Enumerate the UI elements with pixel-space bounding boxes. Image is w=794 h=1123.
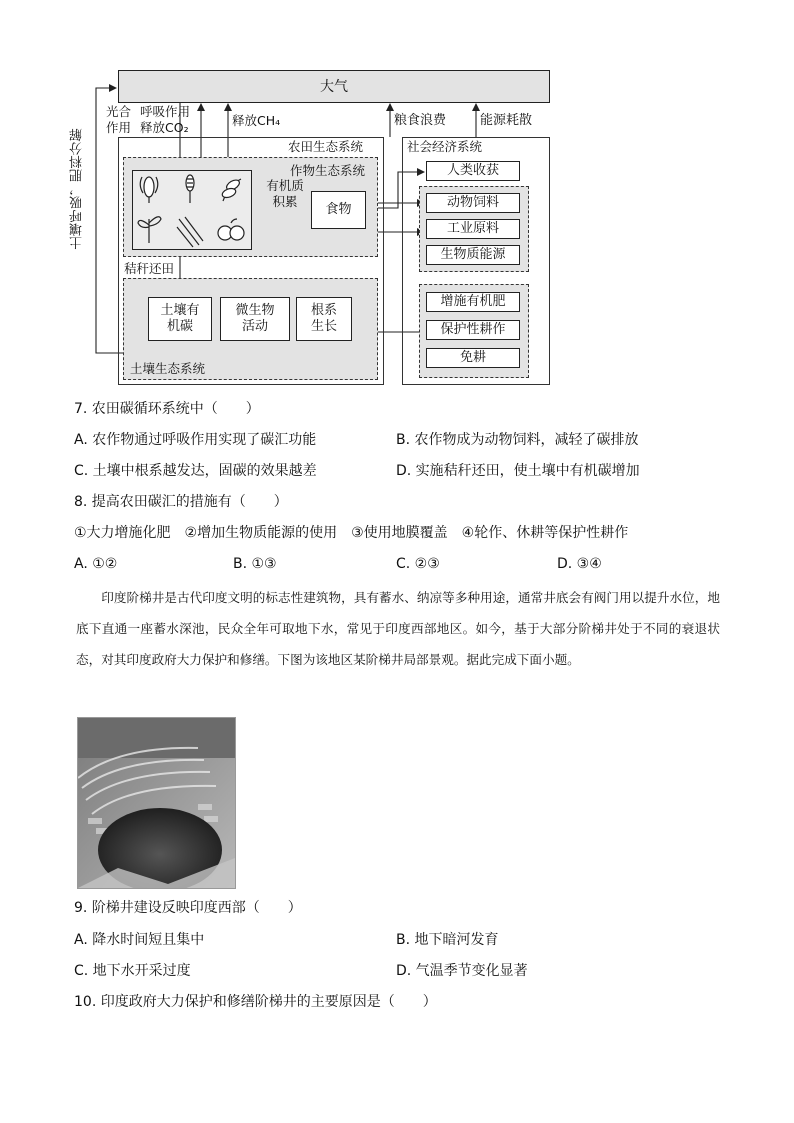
industrial-material-label: 工业原料 xyxy=(446,221,499,236)
q9-option-d[interactable]: D. 气温季节变化显著 xyxy=(396,963,528,979)
no-till-label: 免耕 xyxy=(459,350,486,365)
q7-stem: 7. 农田碳循环系统中（ ） xyxy=(74,401,260,417)
corn-icon xyxy=(140,177,158,203)
ch4-label: 释放CH₄ xyxy=(232,113,281,128)
wheat-icon xyxy=(186,175,194,203)
harvest-box xyxy=(426,161,520,181)
q8-option-d[interactable]: D. ③④ xyxy=(557,556,602,572)
stepwell-photo xyxy=(77,717,236,889)
soil-respiration-label: 土壤呼吸，肥料分解 xyxy=(70,128,85,250)
grain-icon xyxy=(221,178,241,201)
harvest-label: 人类收获 xyxy=(446,163,499,178)
q7-option-d[interactable]: D. 实施秸秆还田，使土壤中有机碳增加 xyxy=(396,463,640,479)
industrial-material-box xyxy=(426,219,520,239)
straw-return-label: 秸秆还田 xyxy=(124,261,175,276)
farmland-system-label: 农田生态系统 xyxy=(288,139,364,154)
microbe-box xyxy=(220,297,290,341)
soil-system-label: 土壤生态系统 xyxy=(130,361,206,376)
q8-option-a[interactable]: A. ①② xyxy=(74,556,118,572)
q9-option-b[interactable]: B. 地下暗河发育 xyxy=(396,932,499,948)
q7-option-a[interactable]: A. 农作物通过呼吸作用实现了碳汇功能 xyxy=(74,432,317,448)
q8-option-c[interactable]: C. ②③ xyxy=(396,556,440,572)
q9-option-c[interactable]: C. 地下水开采过度 xyxy=(74,963,191,979)
fruit-icon xyxy=(218,219,244,240)
q8-stem: 8. 提高农田碳汇的措施有（ ） xyxy=(74,494,288,510)
q8-items: ①大力增施化肥 ②增加生物质能源的使用 ③使用地膜覆盖 ④轮作、休耕等保护性耕作 xyxy=(74,525,629,541)
bioenergy-label: 生物质能源 xyxy=(440,247,506,262)
energy-loss-label: 能源耗散 xyxy=(480,113,533,128)
atmosphere-label: 大气 xyxy=(320,78,348,95)
photosynthesis-label: 光合作用 xyxy=(106,104,132,135)
q9-option-a[interactable]: A. 降水时间短且集中 xyxy=(74,932,205,948)
animal-feed-box xyxy=(426,193,520,213)
root-growth-label: 根系生长 xyxy=(310,303,337,334)
organic-fertilizer-label: 增施有机肥 xyxy=(440,294,506,309)
crop-system-label: 作物生态系统 xyxy=(290,163,366,178)
bioenergy-box xyxy=(426,245,520,265)
microbe-label: 微生物活动 xyxy=(235,303,275,334)
crop-icons xyxy=(133,171,251,249)
food-label: 食物 xyxy=(325,202,352,217)
q7-option-b[interactable]: B. 农作物成为动物饲料，减轻了碳排放 xyxy=(396,432,639,448)
stepwell-photo-graphic xyxy=(78,718,235,888)
soil-carbon-label: 土壤有机碳 xyxy=(160,303,200,334)
food-box xyxy=(311,191,366,229)
q9-stem: 9. 阶梯井建设反映印度西部（ ） xyxy=(74,900,302,916)
soil-carbon-box xyxy=(148,297,212,341)
conservation-tillage-label: 保护性耕作 xyxy=(440,322,506,337)
q8-option-b[interactable]: B. ①③ xyxy=(233,556,277,572)
organic-accumulation-label: 有机质积累 xyxy=(266,178,304,209)
passage-text: 印度阶梯井是古代印度文明的标志性建筑物，具有蓄水、纳凉等多种用途，通常井底会有阀门用以提升水位，地底下直通一座蓄水深池，民众全年可取地下水，常见于印度西部地区。如今，基于大部分阶梯井处于不同的衰退状态，对其印度政府大力保护和修缮。下图为该地区某阶梯井局部景观。据此完成下面小题。 xyxy=(76,590,720,667)
organic-fertilizer-box xyxy=(426,292,520,312)
root-growth-box xyxy=(296,297,352,341)
carbon-cycle-diagram xyxy=(0,0,794,395)
crops-icons-box xyxy=(132,170,252,250)
socio-system-label: 社会经济系统 xyxy=(407,139,483,154)
atmosphere-box xyxy=(118,70,550,103)
animal-feed-label: 动物饲料 xyxy=(446,195,499,210)
food-waste-label: 粮食浪费 xyxy=(394,113,447,128)
no-till-box xyxy=(426,348,520,368)
conservation-tillage-box xyxy=(426,320,520,340)
rice-icon xyxy=(177,217,203,247)
q7-option-c[interactable]: C. 土壤中根系越发达，固碳的效果越差 xyxy=(74,463,317,479)
respiration-label: 呼吸作用释放CO₂ xyxy=(140,104,191,135)
seedling-icon xyxy=(138,217,161,243)
stepwell-passage xyxy=(76,582,720,675)
q10-stem: 10. 印度政府大力保护和修缮阶梯井的主要原因是（ ） xyxy=(74,994,437,1010)
